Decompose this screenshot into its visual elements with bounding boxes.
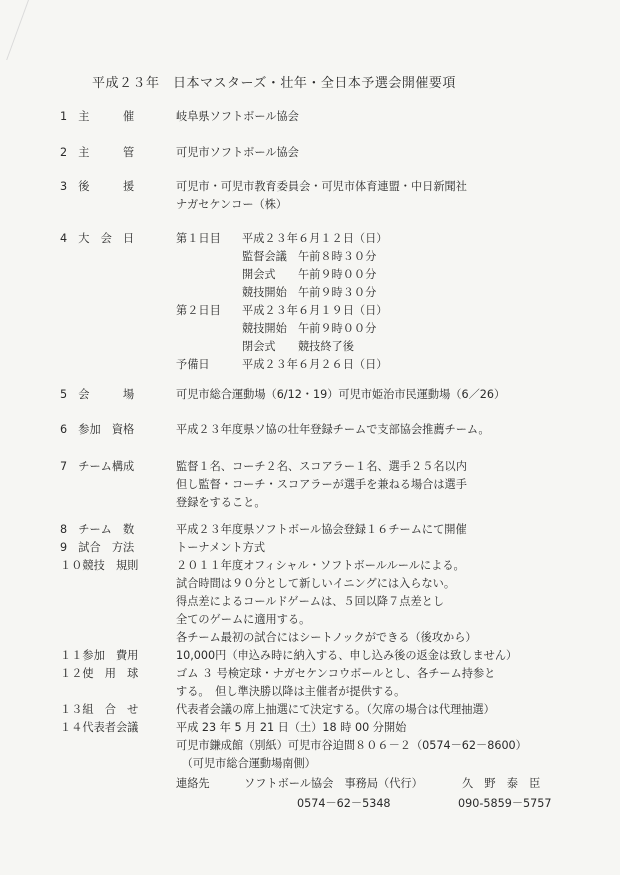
schedule-day: 第１日目 bbox=[176, 232, 221, 245]
item-value: 可児市総合運動場（6/12・19）可児市姫治市民運動場（6／26） bbox=[176, 388, 506, 401]
item-label: １３組 合 せ bbox=[60, 703, 139, 716]
item-value: する。 但し準決勝以降は主催者が提供する。 bbox=[176, 685, 406, 698]
item-value: （可児市総合運動場南側） bbox=[176, 757, 316, 770]
contact-phone: 0574－62－5348 bbox=[297, 797, 391, 810]
schedule-text: 開会式 午前９時００分 bbox=[242, 268, 377, 281]
item-value: 得点差によるコールドゲームは、５回以降７点差とし bbox=[176, 595, 445, 608]
item-value: 登録をすること。 bbox=[176, 496, 266, 509]
item-value: 岐阜県ソフトボール協会 bbox=[176, 110, 299, 123]
schedule-text: 競技開始 午前９時００分 bbox=[242, 322, 377, 335]
schedule-day: 第２日目 bbox=[176, 304, 221, 317]
contact-person: 久 野 泰 臣 bbox=[462, 777, 541, 790]
item-value: 試合時間は９０分として新しいイニングには入らない。 bbox=[176, 577, 456, 590]
contact-label: 連絡先 bbox=[176, 777, 210, 790]
item-value: ゴム ３ 号検定球・ナガセケンコウボールとし、各チーム持参と bbox=[176, 667, 496, 680]
item-value: 平成２３年度県ソ協の壮年登録チームで支部協会推薦チーム。 bbox=[176, 423, 490, 436]
item-value: 10,000円（申込み時に納入する、申し込み後の返金は致しません） bbox=[176, 649, 518, 662]
item-value: ナガセケンコー（株） bbox=[176, 198, 288, 211]
item-value: ２０１１年度オフィシャル・ソフトボールルールによる。 bbox=[176, 559, 465, 572]
item-value: 可児市鎌成館（別紙）可児市谷迫間８０６－２（0574－62－8600） bbox=[176, 739, 527, 752]
item-value: 平成２３年度県ソフトボール協会登録１６チームにて開催 bbox=[176, 523, 467, 536]
schedule-text: 監督会議 午前８時３０分 bbox=[242, 250, 377, 263]
contact-mobile: 090-5859－5757 bbox=[458, 797, 552, 810]
item-label: 8 チーム 数 bbox=[60, 523, 135, 536]
item-label: １０競技 規則 bbox=[60, 559, 139, 572]
schedule-text: 平成２３年６月１２日（日） bbox=[242, 232, 388, 245]
item-value: トーナメント方式 bbox=[176, 541, 266, 554]
item-value: 各チーム最初の試合にはシートノックができる（後攻から） bbox=[176, 631, 477, 644]
item-label: 2 主 管 bbox=[60, 146, 135, 159]
item-label: 3 後 援 bbox=[60, 180, 135, 193]
item-value: 全てのゲームに適用する。 bbox=[176, 613, 311, 626]
item-label: 7 チーム構成 bbox=[60, 460, 135, 473]
item-value: 可児市ソフトボール協会 bbox=[176, 146, 299, 159]
item-label: １４代表者会議 bbox=[60, 721, 139, 734]
item-label: 1 主 催 bbox=[60, 110, 135, 123]
schedule-day: 予備日 bbox=[176, 358, 210, 371]
schedule-text: 閉会式 競技終了後 bbox=[242, 340, 354, 353]
item-value: 監督１名、コーチ２名、スコアラー１名、選手２５名以内 bbox=[176, 460, 467, 473]
schedule-text: 競技開始 午前９時３０分 bbox=[242, 286, 377, 299]
item-label: 9 試合 方法 bbox=[60, 541, 135, 554]
item-label: 5 会 場 bbox=[60, 388, 135, 401]
item-label: 4 大 会 日 bbox=[60, 232, 135, 245]
schedule-text: 平成２３年６月１９日（日） bbox=[242, 304, 388, 317]
item-value: 但し監督・コーチ・スコアラーが選手を兼ねる場合は選手 bbox=[176, 478, 467, 491]
item-value: 可児市・可児市教育委員会・可児市体育連盟・中日新聞社 bbox=[176, 180, 467, 193]
schedule-text: 平成２３年６月２６日（日） bbox=[242, 358, 388, 371]
item-label: １２使 用 球 bbox=[60, 667, 139, 680]
item-value: 代表者会議の席上抽選にて決定する。（欠席の場合は代理抽選） bbox=[176, 703, 495, 716]
contact-org: ソフトボール協会 事務局（代行） bbox=[244, 777, 423, 790]
page-title: 平成２３年 日本マスターズ・壮年・全日本予選会開催要項 bbox=[92, 76, 456, 91]
item-label: 6 参加 資格 bbox=[60, 423, 135, 436]
paper-fold-crease bbox=[0, 0, 29, 60]
item-value: 平成 23 年 5 月 21 日（土）18 時 00 分開始 bbox=[176, 721, 407, 734]
item-label: １１参加 費用 bbox=[60, 649, 139, 662]
